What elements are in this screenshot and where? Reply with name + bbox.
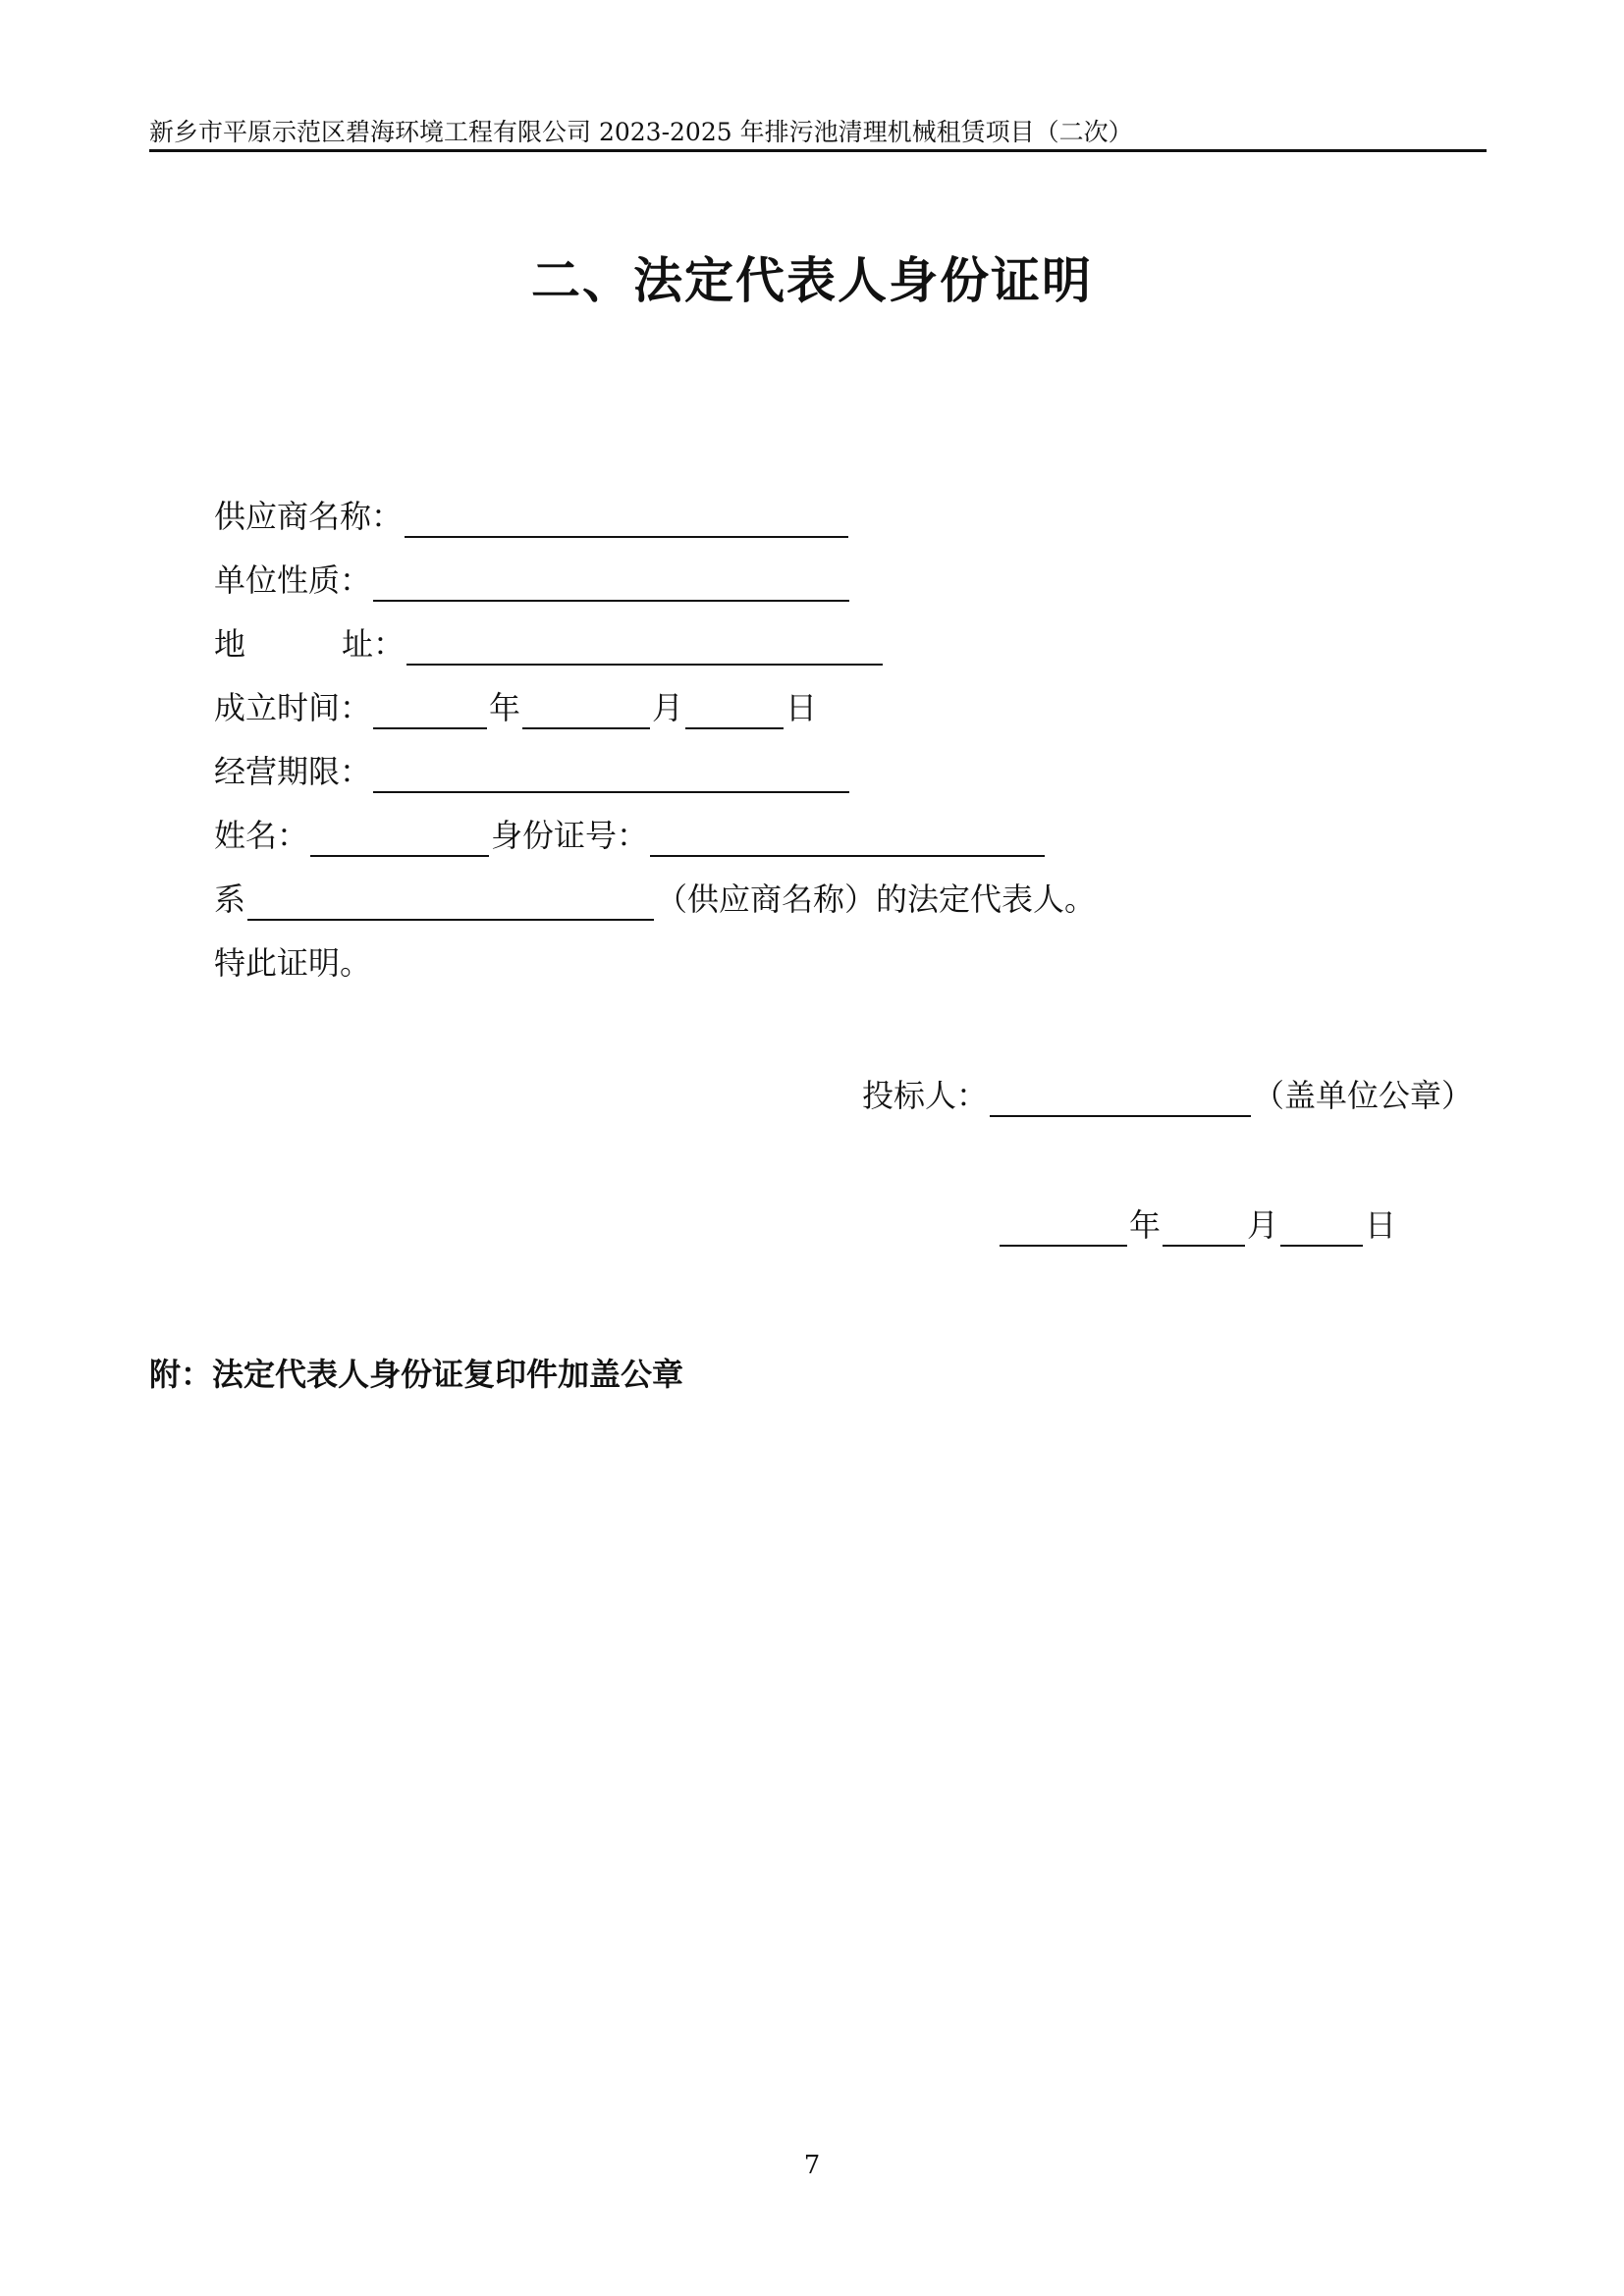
name-id-row [214, 814, 1047, 857]
term-row [214, 750, 851, 793]
established-day-label: 日 [785, 689, 818, 726]
id-label: 身份证号： [491, 817, 649, 854]
header-rule [149, 149, 1487, 152]
certify-text: 特此证明。 [214, 944, 372, 982]
unit-nature-label: 单位性质： [214, 561, 372, 599]
name-label: 姓名： [214, 817, 309, 854]
relation-prefix: 系 [214, 881, 246, 918]
page-title: 二、法定代表人身份证明 [531, 252, 1093, 309]
attachment-note: 附：法定代表人身份证复印件加盖公章 [149, 1356, 684, 1393]
bidder-label: 投标人： [862, 1077, 989, 1114]
established-month-blank[interactable] [522, 690, 650, 729]
supplier-name-label: 供应商名称： [214, 498, 404, 535]
established-day-blank[interactable] [685, 690, 784, 729]
unit-nature-row [214, 559, 851, 602]
term-blank[interactable] [373, 754, 849, 793]
bidder-row [862, 1074, 1473, 1117]
document-header: 新乡市平原示范区碧海环境工程有限公司 2023-2025 年排污池清理机械租赁项目（二次） [149, 118, 1133, 146]
unit-nature-blank[interactable] [373, 562, 849, 602]
bidder-blank[interactable] [990, 1078, 1251, 1117]
seal-note: （盖单位公章） [1253, 1077, 1474, 1114]
relation-row [214, 878, 1096, 921]
address-row [214, 622, 885, 666]
signature-month-label: 月 [1247, 1206, 1279, 1244]
established-row [214, 686, 817, 729]
signature-year-label: 年 [1129, 1206, 1162, 1244]
address-label-second: 址： [342, 625, 406, 663]
relation-suffix: （供应商名称）的法定代表人。 [656, 881, 1097, 918]
address-label-first: 地 [214, 625, 246, 663]
address-blank[interactable] [406, 626, 883, 666]
signature-date-row [998, 1203, 1396, 1247]
name-blank[interactable] [310, 818, 489, 857]
supplier-name-blank[interactable] [405, 499, 848, 538]
established-label: 成立时间： [214, 689, 372, 726]
established-month-label: 月 [652, 689, 684, 726]
relation-blank[interactable] [247, 881, 654, 921]
certify-row [214, 941, 371, 985]
signature-month-blank[interactable] [1163, 1207, 1245, 1247]
signature-day-blank[interactable] [1280, 1207, 1363, 1247]
page-number: 7 [803, 2151, 821, 2180]
term-label: 经营期限： [214, 753, 372, 790]
id-blank[interactable] [650, 818, 1045, 857]
established-year-blank[interactable] [373, 690, 487, 729]
signature-year-blank[interactable] [1000, 1207, 1127, 1247]
signature-day-label: 日 [1365, 1206, 1397, 1244]
established-year-label: 年 [489, 689, 521, 726]
supplier-name-row [214, 495, 850, 538]
